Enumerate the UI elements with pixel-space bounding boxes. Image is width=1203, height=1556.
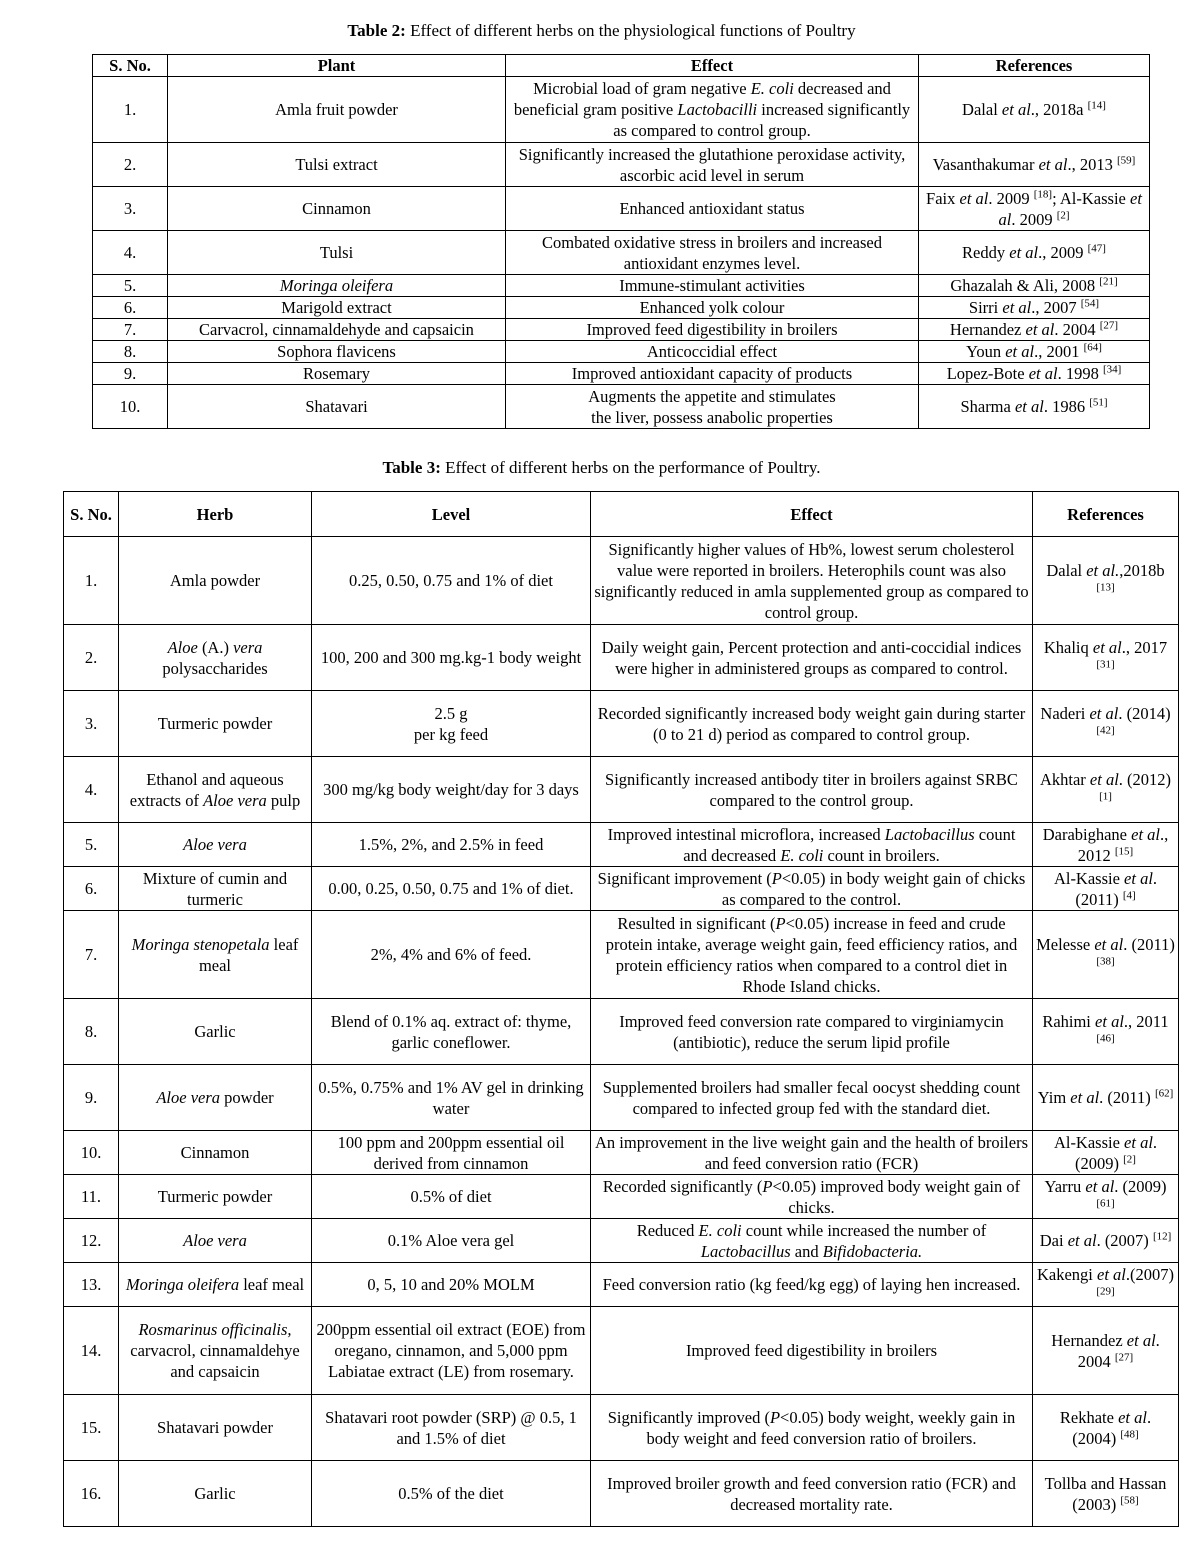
table3-cell-herb: Amla powder [119,537,312,625]
table3-cell-ref: Al-Kassie et al. (2009) [2] [1033,1131,1179,1175]
table3-cell-level: 1.5%, 2%, and 2.5% in feed [312,823,591,867]
table3-header-herb: Herb [119,492,312,537]
table3-header-level: Level [312,492,591,537]
table2-cell-effect: Microbial load of gram negative E. coli decreased and beneficial gram positive Lactobacilli increased significantly as compared to control group. [506,77,919,143]
table3-cell-herb: Mixture of cumin and turmeric [119,867,312,911]
table3-cell-level: Shatavari root powder (SRP) @ 0.5, 1 and 1.5% of diet [312,1395,591,1461]
table3-cell-sno: 13. [64,1263,119,1307]
table2-row [93,363,1150,385]
table3-cell-effect: Significantly improved (P<0.05) body weight, weekly gain in body weight and feed conversion ratio of broilers. [591,1395,1033,1461]
table3-cell-sno: 8. [64,999,119,1065]
table3-cell-herb: Aloe vera [119,1219,312,1263]
table3-cell-level: 2.5 g per kg feed [312,691,591,757]
table3-cell-ref: Hernandez et al. 2004 [27] [1033,1307,1179,1395]
table2-cell-effect: Combated oxidative stress in broilers and increased antioxidant enzymes level. [506,231,919,275]
table2-cell-effect: Improved antioxidant capacity of products [506,363,919,385]
table2-cell-effect: Anticoccidial effect [506,341,919,363]
table3-cell-level: 0.5%, 0.75% and 1% AV gel in drinking water [312,1065,591,1131]
table3-row [64,1395,1179,1461]
table2-cell-plant: Sophora flavicens [168,341,506,363]
table3-header-references: References [1033,492,1179,537]
table2-cell-ref: Reddy et al., 2009 [47] [919,231,1150,275]
table3-cell-level: 0.5% of the diet [312,1461,591,1527]
table3-cell-sno: 14. [64,1307,119,1395]
table2-cell-ref: Youn et al., 2001 [64] [919,341,1150,363]
table3-cell-level: 0.1% Aloe vera gel [312,1219,591,1263]
table2-cell-effect: Augments the appetite and stimulates the liver, possess anabolic properties [506,385,919,429]
table3-cell-ref: Darabighane et al., 2012 [15] [1033,823,1179,867]
table3-cell-sno: 1. [64,537,119,625]
table3-cell-ref: Tollba and Hassan (2003) [58] [1033,1461,1179,1527]
table3-cell-ref: Rekhate et al. (2004) [48] [1033,1395,1179,1461]
table2-header-effect: Effect [506,55,919,77]
table3-cell-effect: Reduced E. coli count while increased the number of Lactobacillus and Bifidobacteria. [591,1219,1033,1263]
table3-cell-effect: Recorded significantly (P<0.05) improved body weight gain of chicks. [591,1175,1033,1219]
table3-caption-label: Table 3: [382,458,441,477]
table2-cell-sno: 8. [93,341,168,363]
table3-header-row [64,492,1179,537]
table2-caption-label: Table 2: [347,21,406,40]
table2-cell-sno: 1. [93,77,168,143]
table2-cell-ref: Dalal et al., 2018a [14] [919,77,1150,143]
table3-row [64,867,1179,911]
table2-cell-ref: Vasanthakumar et al., 2013 [59] [919,143,1150,187]
table2-row [93,297,1150,319]
table3-cell-sno: 16. [64,1461,119,1527]
table2-cell-ref: Hernandez et al. 2004 [27] [919,319,1150,341]
table2-cell-ref: Sharma et al. 1986 [51] [919,385,1150,429]
table3-cell-ref: Yarru et al. (2009) [61] [1033,1175,1179,1219]
table3-row [64,537,1179,625]
table3-cell-effect: Recorded significantly increased body weight gain during starter (0 to 21 d) period as compared to control group. [591,691,1033,757]
table3-cell-sno: 9. [64,1065,119,1131]
table3-row [64,911,1179,999]
table3-cell-sno: 12. [64,1219,119,1263]
table2-cell-plant: Amla fruit powder [168,77,506,143]
table3-cell-level: 300 mg/kg body weight/day for 3 days [312,757,591,823]
table3-cell-herb: Shatavari powder [119,1395,312,1461]
table3-cell-level: 0.00, 0.25, 0.50, 0.75 and 1% of diet. [312,867,591,911]
table2-cell-ref: Faix et al. 2009 [18]; Al-Kassie et al. 2009 [2] [919,187,1150,231]
table3-cell-herb: Aloe (A.) vera polysaccharides [119,625,312,691]
table3-cell-effect: Significant improvement (P<0.05) in body weight gain of chicks as compared to the control. [591,867,1033,911]
table2-cell-sno: 2. [93,143,168,187]
table2-cell-effect: Significantly increased the glutathione peroxidase activity, ascorbic acid level in serum [506,143,919,187]
table3-cell-level: 100 ppm and 200ppm essential oil derived from cinnamon [312,1131,591,1175]
table3-cell-herb: Moringa stenopetala leaf meal [119,911,312,999]
table3-row [64,757,1179,823]
table2-cell-plant: Shatavari [168,385,506,429]
table3-cell-ref: Akhtar et al. (2012) [1] [1033,757,1179,823]
table3-cell-level: 100, 200 and 300 mg.kg-1 body weight [312,625,591,691]
table2-cell-effect: Enhanced antioxidant status [506,187,919,231]
table3-cell-herb: Garlic [119,1461,312,1527]
table3-caption-text: Effect of different herbs on the performance of Poultry. [445,458,821,477]
table2-row [93,187,1150,231]
table3-cell-level: 200ppm essential oil extract (EOE) from oregano, cinnamon, and 5,000 ppm Labiatae extract (LE) from rosemary. [312,1307,591,1395]
table3 [63,491,1179,1527]
table2-cell-ref: Ghazalah & Ali, 2008 [21] [919,275,1150,297]
table2-cell-effect: Improved feed digestibility in broilers [506,319,919,341]
table3-cell-level: 0, 5, 10 and 20% MOLM [312,1263,591,1307]
table2-cell-sno: 9. [93,363,168,385]
table3-cell-herb: Ethanol and aqueous extracts of Aloe vera pulp [119,757,312,823]
table3-cell-sno: 5. [64,823,119,867]
table3-cell-ref: Khaliq et al., 2017 [31] [1033,625,1179,691]
table2-cell-sno: 3. [93,187,168,231]
table3-cell-herb: Cinnamon [119,1131,312,1175]
table3-cell-effect: Improved feed digestibility in broilers [591,1307,1033,1395]
table2-cell-effect: Immune-stimulant activities [506,275,919,297]
table2-header-plant: Plant [168,55,506,77]
table3-cell-ref: Kakengi et al.(2007) [29] [1033,1263,1179,1307]
table3-cell-level: 2%, 4% and 6% of feed. [312,911,591,999]
table2-row [93,385,1150,429]
table3-row [64,1219,1179,1263]
table2-row [93,231,1150,275]
table3-cell-ref: Dalal et al.,2018b [13] [1033,537,1179,625]
table2-cell-plant: Carvacrol, cinnamaldehyde and capsaicin [168,319,506,341]
table3-cell-level: 0.5% of diet [312,1175,591,1219]
table2-cell-sno: 7. [93,319,168,341]
table3-cell-sno: 3. [64,691,119,757]
table3-cell-effect: Daily weight gain, Percent protection and anti-coccidial indices were higher in administered groups as compared to control. [591,625,1033,691]
table2-cell-ref: Lopez-Bote et al. 1998 [34] [919,363,1150,385]
table3-cell-effect: Resulted in significant (P<0.05) increase in feed and crude protein intake, average weight gain, feed efficiency ratios, and protein efficiency ratios when compared to a control diet in Rhode Island chicks. [591,911,1033,999]
table2-row [93,341,1150,363]
table3-cell-herb: Moringa oleifera leaf meal [119,1263,312,1307]
table3-row [64,1065,1179,1131]
table3-cell-sno: 10. [64,1131,119,1175]
table2-row [93,143,1150,187]
table3-cell-sno: 15. [64,1395,119,1461]
table2-cell-plant: Tulsi extract [168,143,506,187]
table2 [92,54,1150,429]
table3-cell-effect: Improved broiler growth and feed conversion ratio (FCR) and decreased mortality rate. [591,1461,1033,1527]
table3-caption [0,458,1203,478]
table3-cell-ref: Al-Kassie et al. (2011) [4] [1033,867,1179,911]
table2-cell-plant: Moringa oleifera [168,275,506,297]
table3-cell-sno: 11. [64,1175,119,1219]
table2-header-sno: S. No. [93,55,168,77]
table3-row [64,1131,1179,1175]
table3-row [64,1263,1179,1307]
table3-row [64,1461,1179,1527]
table2-row [93,77,1150,143]
table3-cell-herb: Aloe vera [119,823,312,867]
table3-cell-level: 0.25, 0.50, 0.75 and 1% of diet [312,537,591,625]
table3-cell-herb: Rosmarinus officinalis, carvacrol, cinnamaldehye and capsaicin [119,1307,312,1395]
table3-cell-effect: Improved intestinal microflora, increased Lactobacillus count and decreased E. coli count in broilers. [591,823,1033,867]
table3-header-effect: Effect [591,492,1033,537]
table2-cell-effect: Enhanced yolk colour [506,297,919,319]
table3-header-sno: S. No. [64,492,119,537]
table3-row [64,999,1179,1065]
table3-cell-ref: Dai et al. (2007) [12] [1033,1219,1179,1263]
table2-row [93,275,1150,297]
table3-cell-sno: 7. [64,911,119,999]
table3-row [64,1175,1179,1219]
table2-cell-plant: Rosemary [168,363,506,385]
table3-row [64,691,1179,757]
table3-cell-ref: Melesse et al. (2011) [38] [1033,911,1179,999]
table3-cell-herb: Garlic [119,999,312,1065]
table3-cell-herb: Turmeric powder [119,691,312,757]
table3-row [64,1307,1179,1395]
table3-cell-effect: Significantly increased antibody titer in broilers against SRBC compared to the control group. [591,757,1033,823]
table2-header-references: References [919,55,1150,77]
table3-cell-ref: Rahimi et al., 2011 [46] [1033,999,1179,1065]
table2-caption-text: Effect of different herbs on the physiological functions of Poultry [410,21,856,40]
table3-cell-herb: Turmeric powder [119,1175,312,1219]
table3-cell-effect: Significantly higher values of Hb%, lowest serum cholesterol value were reported in broilers. Heterophils count was also significantly reduced in amla supplemented group as compared to control group. [591,537,1033,625]
table2-cell-sno: 10. [93,385,168,429]
table3-cell-effect: Supplemented broilers had smaller fecal oocyst shedding count compared to infected group fed with the standard diet. [591,1065,1033,1131]
table3-cell-sno: 2. [64,625,119,691]
table3-row [64,823,1179,867]
table2-cell-ref: Sirri et al., 2007 [54] [919,297,1150,319]
table3-cell-ref: Yim et al. (2011) [62] [1033,1065,1179,1131]
table3-cell-sno: 6. [64,867,119,911]
table3-cell-herb: Aloe vera powder [119,1065,312,1131]
table2-cell-sno: 4. [93,231,168,275]
table2-row [93,319,1150,341]
table2-cell-sno: 6. [93,297,168,319]
table3-cell-level: Blend of 0.1% aq. extract of: thyme, garlic coneflower. [312,999,591,1065]
table3-cell-effect: An improvement in the live weight gain and the health of broilers and feed conversion ratio (FCR) [591,1131,1033,1175]
table2-caption [0,21,1203,41]
table2-cell-sno: 5. [93,275,168,297]
table3-cell-effect: Feed conversion ratio (kg feed/kg egg) of laying hen increased. [591,1263,1033,1307]
table2-cell-plant: Marigold extract [168,297,506,319]
table2-header-row [93,55,1150,77]
table3-body [64,537,1179,1527]
table3-cell-effect: Improved feed conversion rate compared to virginiamycin (antibiotic), reduce the serum lipid profile [591,999,1033,1065]
table3-cell-ref: Naderi et al. (2014) [42] [1033,691,1179,757]
table2-body [93,77,1150,429]
table3-row [64,625,1179,691]
table3-cell-sno: 4. [64,757,119,823]
table2-cell-plant: Cinnamon [168,187,506,231]
table2-cell-plant: Tulsi [168,231,506,275]
